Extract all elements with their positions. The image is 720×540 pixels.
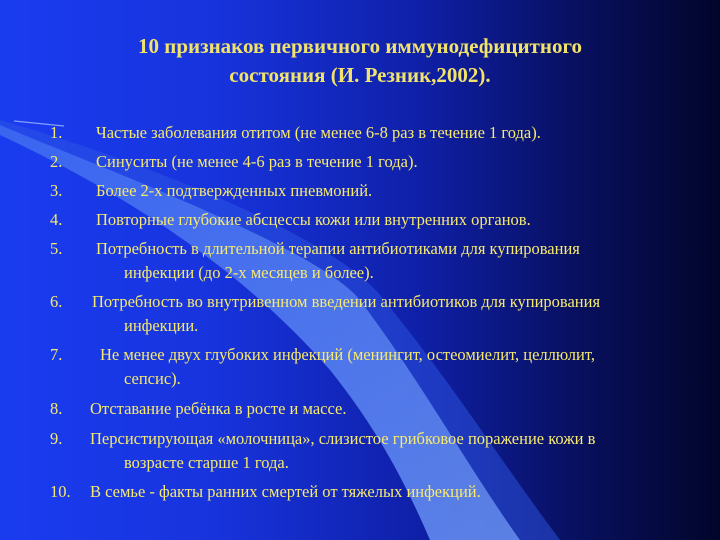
item-text: Не менее двух глубоких инфекций (менингит, остеомиелит, целлюлит, bbox=[100, 345, 595, 364]
title-line-1: 10 признаков первичного иммунодефицитного bbox=[138, 34, 582, 58]
item-text: Повторные глубокие абсцессы кожи или внутренних органов. bbox=[96, 210, 531, 229]
item-text-continued: инфекции. bbox=[124, 316, 199, 335]
item-text: Потребность во внутривенном введении антибиотиков для купирования bbox=[92, 292, 601, 311]
slide-title bbox=[40, 32, 680, 90]
item-number: 1. bbox=[50, 123, 63, 142]
item-text: Более 2-х подтвержденных пневмоний. bbox=[96, 181, 373, 200]
item-text-continued: инфекции (до 2-х месяцев и более). bbox=[124, 263, 374, 282]
item-number: 2. bbox=[50, 152, 63, 171]
item-text: Синуситы (не менее 4-6 раз в течение 1 года). bbox=[96, 152, 418, 171]
item-number: 9. bbox=[50, 429, 63, 448]
title-line-2: состояния (И. Резник,2002). bbox=[229, 63, 491, 87]
item-number: 8. bbox=[50, 399, 63, 418]
item-text: В семье - факты ранних смертей от тяжелых инфекций. bbox=[90, 482, 481, 501]
item-text: Потребность в длительной терапии антибиотиками для купирования bbox=[96, 239, 580, 258]
item-text: Персистирующая «молочница», слизистое грибковое поражение кожи в bbox=[90, 429, 596, 448]
item-text-continued: сепсис). bbox=[124, 369, 181, 388]
item-number: 3. bbox=[50, 181, 63, 200]
item-text: Частые заболевания отитом (не менее 6-8 раз в течение 1 года). bbox=[96, 123, 541, 142]
item-text: Отставание ребёнка в росте и массе. bbox=[90, 399, 347, 418]
item-number: 6. bbox=[50, 292, 63, 311]
item-number: 5. bbox=[50, 239, 63, 258]
item-number: 4. bbox=[50, 210, 63, 229]
item-text-continued: возрасте старше 1 года. bbox=[124, 453, 289, 472]
item-number: 10. bbox=[50, 482, 71, 501]
item-number: 7. bbox=[50, 345, 63, 364]
